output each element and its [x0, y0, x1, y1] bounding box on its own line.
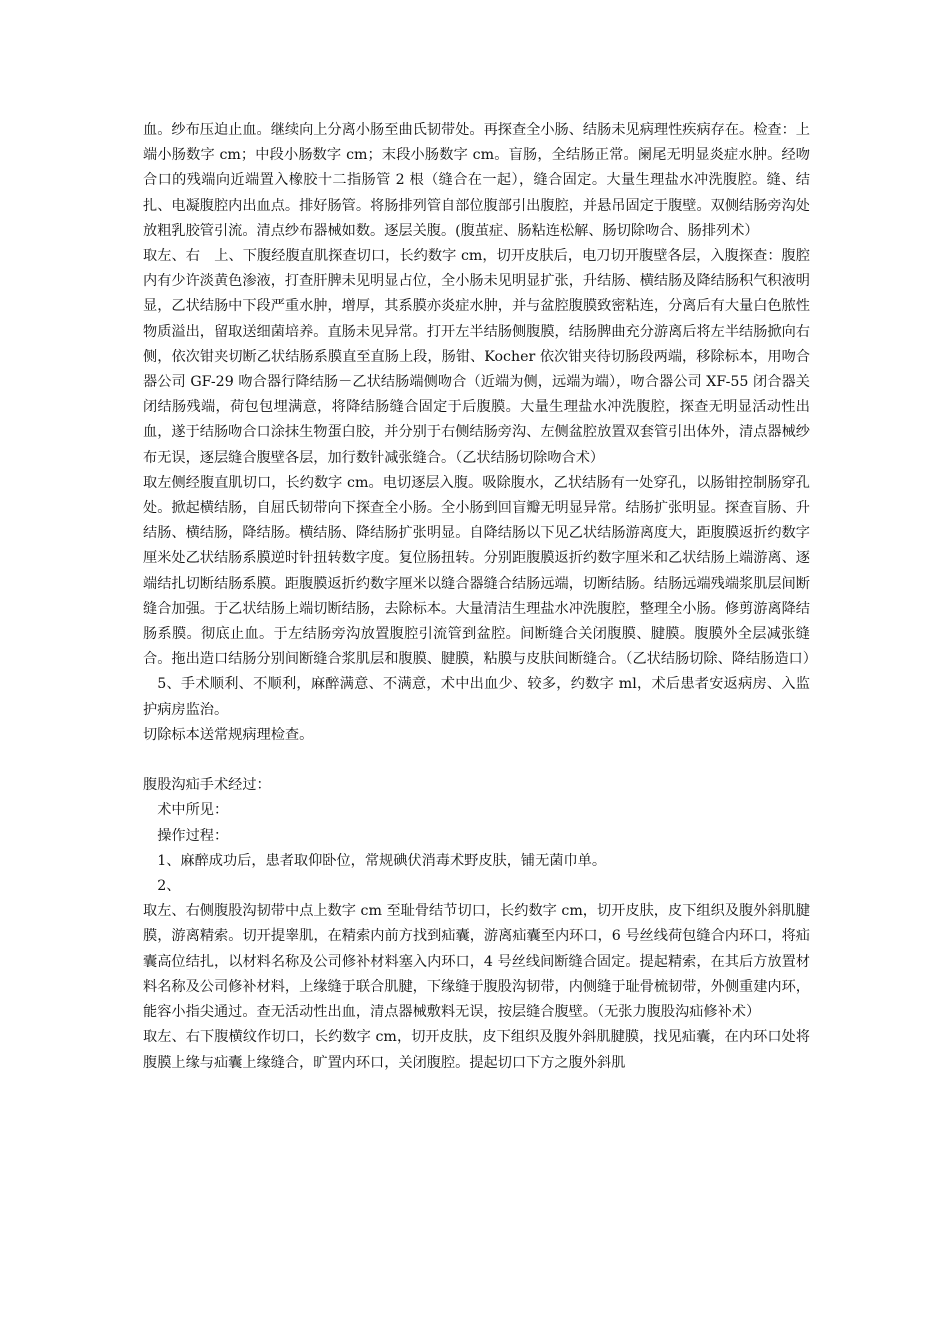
- label-procedure: 操作过程：: [157, 827, 229, 844]
- step-2: 2、: [157, 878, 181, 895]
- paragraph-sigmoid-resection-colostomy: 取左侧经腹直肌切口，长约数字 cm。电切逐层入腹。吸除腹水，乙状结肠有一处穿孔，以肠钳控制肠穿孔处。掀起横结肠，自屈氏韧带向下探查全小肠。全小肠到回盲瓣无明显异常。结肠扩张明显。探查盲肠、升结肠、横结肠，降结肠。横结肠、降结肠扩张明显。自降结肠以下见乙状结肠游离度大，距腹膜返折约数字厘米处乙状结肠系膜逆时针扭转数字度。复位肠扭转。分别距腹膜返折约数字厘米和乙状结肠上端游离、逐端结扎切断结肠系膜。距腹膜返折约数字厘米以缝合器缝合结肠远端，切断结肠。结肠远端残端浆肌层间断缝合加强。于乙状结肠上端切断结肠，去除标本。大量清洁生理盐水冲洗腹腔，整理全小肠。修剪游离降结肠系膜。彻底止血。于左结肠旁沟放置腹腔引流管到盆腔。间断缝合关闭腹膜、腱膜。腹膜外全层减张缝合。拖出造口结肠分别间断缝合浆肌层和腹膜、腱膜，粘膜与皮肤间断缝合。（乙状结肠切除、降结肠造口）: [143, 474, 817, 668]
- document-page: [143, 118, 817, 1076]
- paragraph-tension-free-repair: 取左、右侧腹股沟韧带中点上数字 cm 至耻骨结节切口，长约数字 cm，切开皮肤，皮下组织及腹外斜肌腱膜，游离精索。切开提睾肌，在精索内前方找到疝囊，游离疝囊至内环口，6 号丝线荷包缝合内环口，将疝囊高位结扎，以材料名称及公司修补材料塞入内环口，4 号丝线间断缝合固定。提起精索，在其后方放置材料名称及公司修补材料，上缘缝于联合肌腱，下缘缝于腹股沟韧带，内侧缝于耻骨梳韧带，外侧重建内环，能容小指尖通过。查无活动性出血，清点器械敷料无误，按层缝合腹壁。（无张力腹股沟疝修补术）: [143, 903, 810, 1021]
- paragraph-sigmoid-resection-anastomosis: 取左、右 上、下腹经腹直肌探查切口，长约数字 cm，切开皮肤后，电刀切开腹壁各层，入腹探查：腹腔内有少许淡黄色渗液，打查肝脾未见明显占位，全小肠未见明显扩张，升结肠、横结肠及降结肠积气积液明显，乙状结肠中下段严重水肿，增厚，其系膜亦炎症水肿，并与盆腔腹膜致密粘连，分离后有大量白色脓性物质溢出，留取送细菌培养。直肠未见异常。打开左半结肠侧腹膜，结肠脾曲充分游离后将左半结肠掀向右侧，依次钳夹切断乙状结肠系膜直至直肠上段，肠钳、Kocher 依次钳夹待切肠段两端，移除标本，用吻合器公司 GF-29 吻合器行降结肠－乙状结肠端侧吻合（近端为侧，远端为端），吻合器公司 XF-55 闭合器关闭结肠残端，荷包包埋满意，将降结肠缝合固定于后腹膜。大量生理盐水冲洗腹腔，探查无明显活动性出血，遂于结肠吻合口涂抹生物蛋白胶，并分别于右侧结肠旁沟、左侧盆腔放置双套管引出体外，清点器械纱布无误，逐层缝合腹壁各层，加行数针减张缝合。（乙状结肠切除吻合术）: [143, 248, 810, 466]
- step-1: 1、麻醉成功后，患者取仰卧位，常规碘伏消毒术野皮肤，铺无菌巾单。: [157, 852, 607, 869]
- blank-line: [143, 748, 810, 773]
- paragraph-pathology: 切除标本送常规病理检查。: [143, 726, 314, 743]
- paragraph-surgery-outcome: 5、手术顺利、不顺利，麻醉满意、不满意，术中出血少、较多，约数字 ml，术后患者安返病房、入监护病房监治。: [143, 676, 810, 718]
- label-findings: 术中所见：: [157, 802, 229, 819]
- paragraph-hernia-alt-incision: 取左、右下腹横纹作切口，长约数字 cm，切开皮肤，皮下组织及腹外斜肌腱膜，找见疝囊，在内环口处将腹膜上缘与疝囊上缘缝合，旷置内环口，关闭腹腔。提起切口下方之腹外斜肌: [143, 1029, 810, 1071]
- section-heading-hernia: 腹股沟疝手术经过：: [143, 777, 271, 794]
- paragraph-surgery-continued: 血。纱布压迫止血。继续向上分离小肠至曲氏韧带处。再探查全小肠、结肠未见病理性疾病存在。检查：上端小肠数字 cm；中段小肠数字 cm；末段小肠数字 cm。盲肠，全结肠正常。阑尾无明显炎症水肿。经吻合口的残端向近端置入橡胶十二指肠管 2 根（缝合在一起），缝合固定。大量生理盐水冲洗腹腔。缝、结扎、电凝腹腔内出血点。排好肠管。将肠排列管自部位腹部引出腹腔，并悬吊固定于腹壁。双侧结肠旁沟处放粗乳胶管引流。清点纱布器械如数。逐层关腹。(腹茧症、肠粘连松解、肠切除吻合、肠排列术）: [143, 122, 810, 239]
